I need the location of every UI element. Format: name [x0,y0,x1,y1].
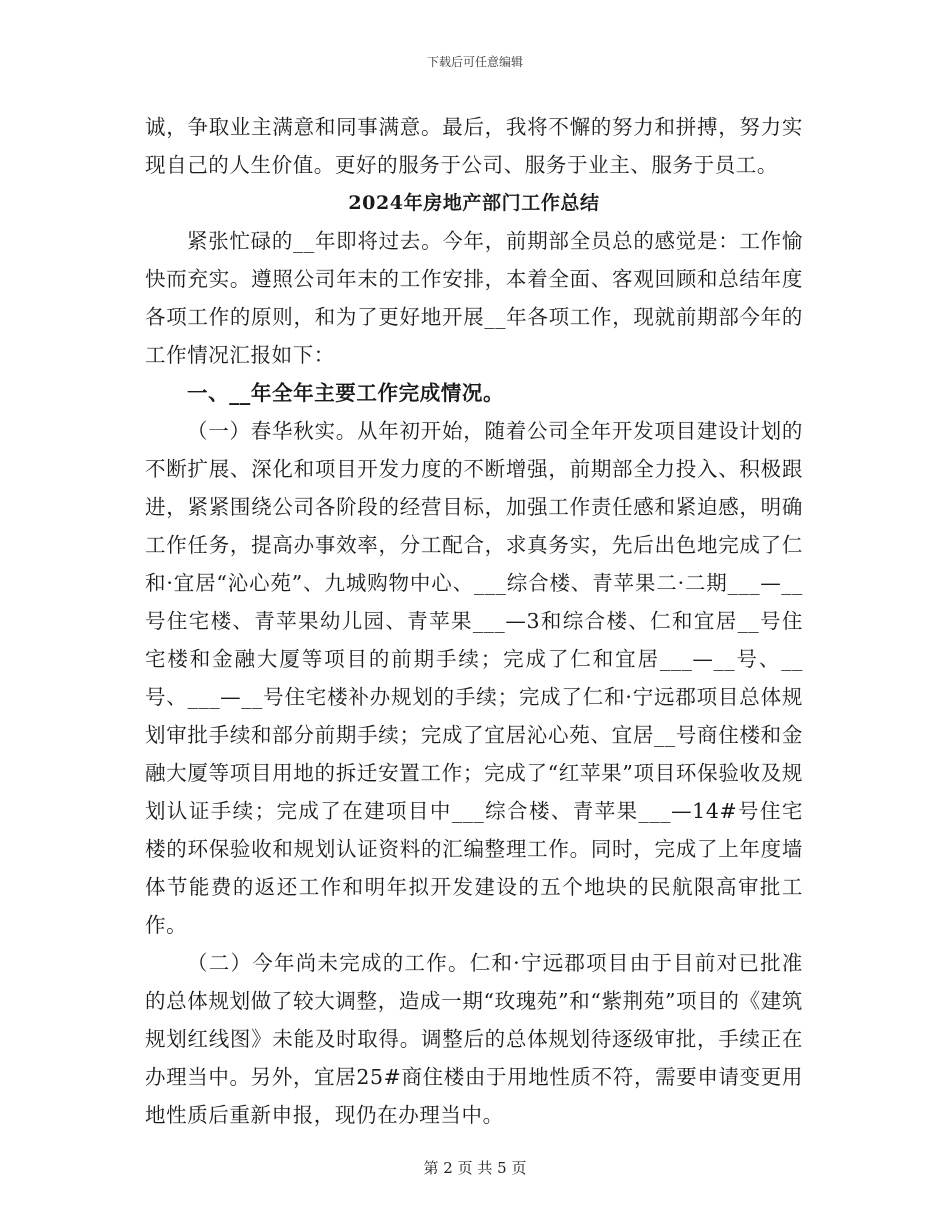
paragraph-completed-work: （一）春华秋实。从年初开始，随着公司全年开发项目建设计划的不断扩展、深化和项目开发力度的不断增强，前期部全力投入、积极跟进，紧紧围绕公司各阶段的经营目标，加强工作责任感和紧迫感，明确工作任务，提高办事效率，分工配合，求真务实，先后出色地完成了仁和·宜居“沁心苑”、九城购物中心、___综合楼、青苹果二·二期___—__号住宅楼、青苹果幼儿园、青苹果___—3和综合楼、仁和宜居__号住宅楼和金融大厦等项目的前期手续；完成了仁和宜居___—__号、__号、___—__号住宅楼补办规划的手续；完成了仁和·宁远郡项目总体规划审批手续和部分前期手续；完成了宜居沁心苑、宜居__号商住楼和金融大厦等项目用地的拆迁安置工作；完成了“红苹果”项目环保验收及规划认证手续；完成了在建项目中___综合楼、青苹果___—14#号住宅楼的环保验收和规划认证资料的汇编整理工作。同时，完成了上年度墙体节能费的返还工作和明年拟开发建设的五个地块的民航限高审批工作。 [145,419,803,937]
page-footer: 第 2 页 共 5 页 [423,1159,527,1177]
intro-paragraph: 紧张忙碌的__年即将过去。今年，前期部全员总的感觉是：工作愉快而充实。遵照公司年末的工作安排，本着全面、客观回顾和总结年度各项工作的原则，和为了更好地开展__年各项工作，现就前期部今年的工作情况汇报如下： [145,229,803,367]
page-header: 下载后可任意编辑 [426,55,523,69]
continuation-paragraph: 诚，争取业主满意和同事满意。最后，我将不懈的努力和拼搏，努力实现自己的人生价值。更好的服务于公司、服务于业主、服务于员工。 [145,115,803,177]
document-body [145,108,803,1134]
paragraph-unfinished-work: （二）今年尚未完成的工作。仁和·宁远郡项目由于目前对已批准的总体规划做了较大调整，造成一期“玫瑰苑”和“紫荆苑”项目的《建筑规划红线图》未能及时取得。调整后的总体规划待逐级审批，手续正在办理当中。另外，宜居25#商住楼由于用地性质不符，需要申请变更用地性质后重新申报，现仍在办理当中。 [145,951,803,1127]
section-heading: 一、__年全年主要工作完成情况。 [187,381,505,405]
document-title: 2024年房地产部门工作总结 [348,192,600,214]
